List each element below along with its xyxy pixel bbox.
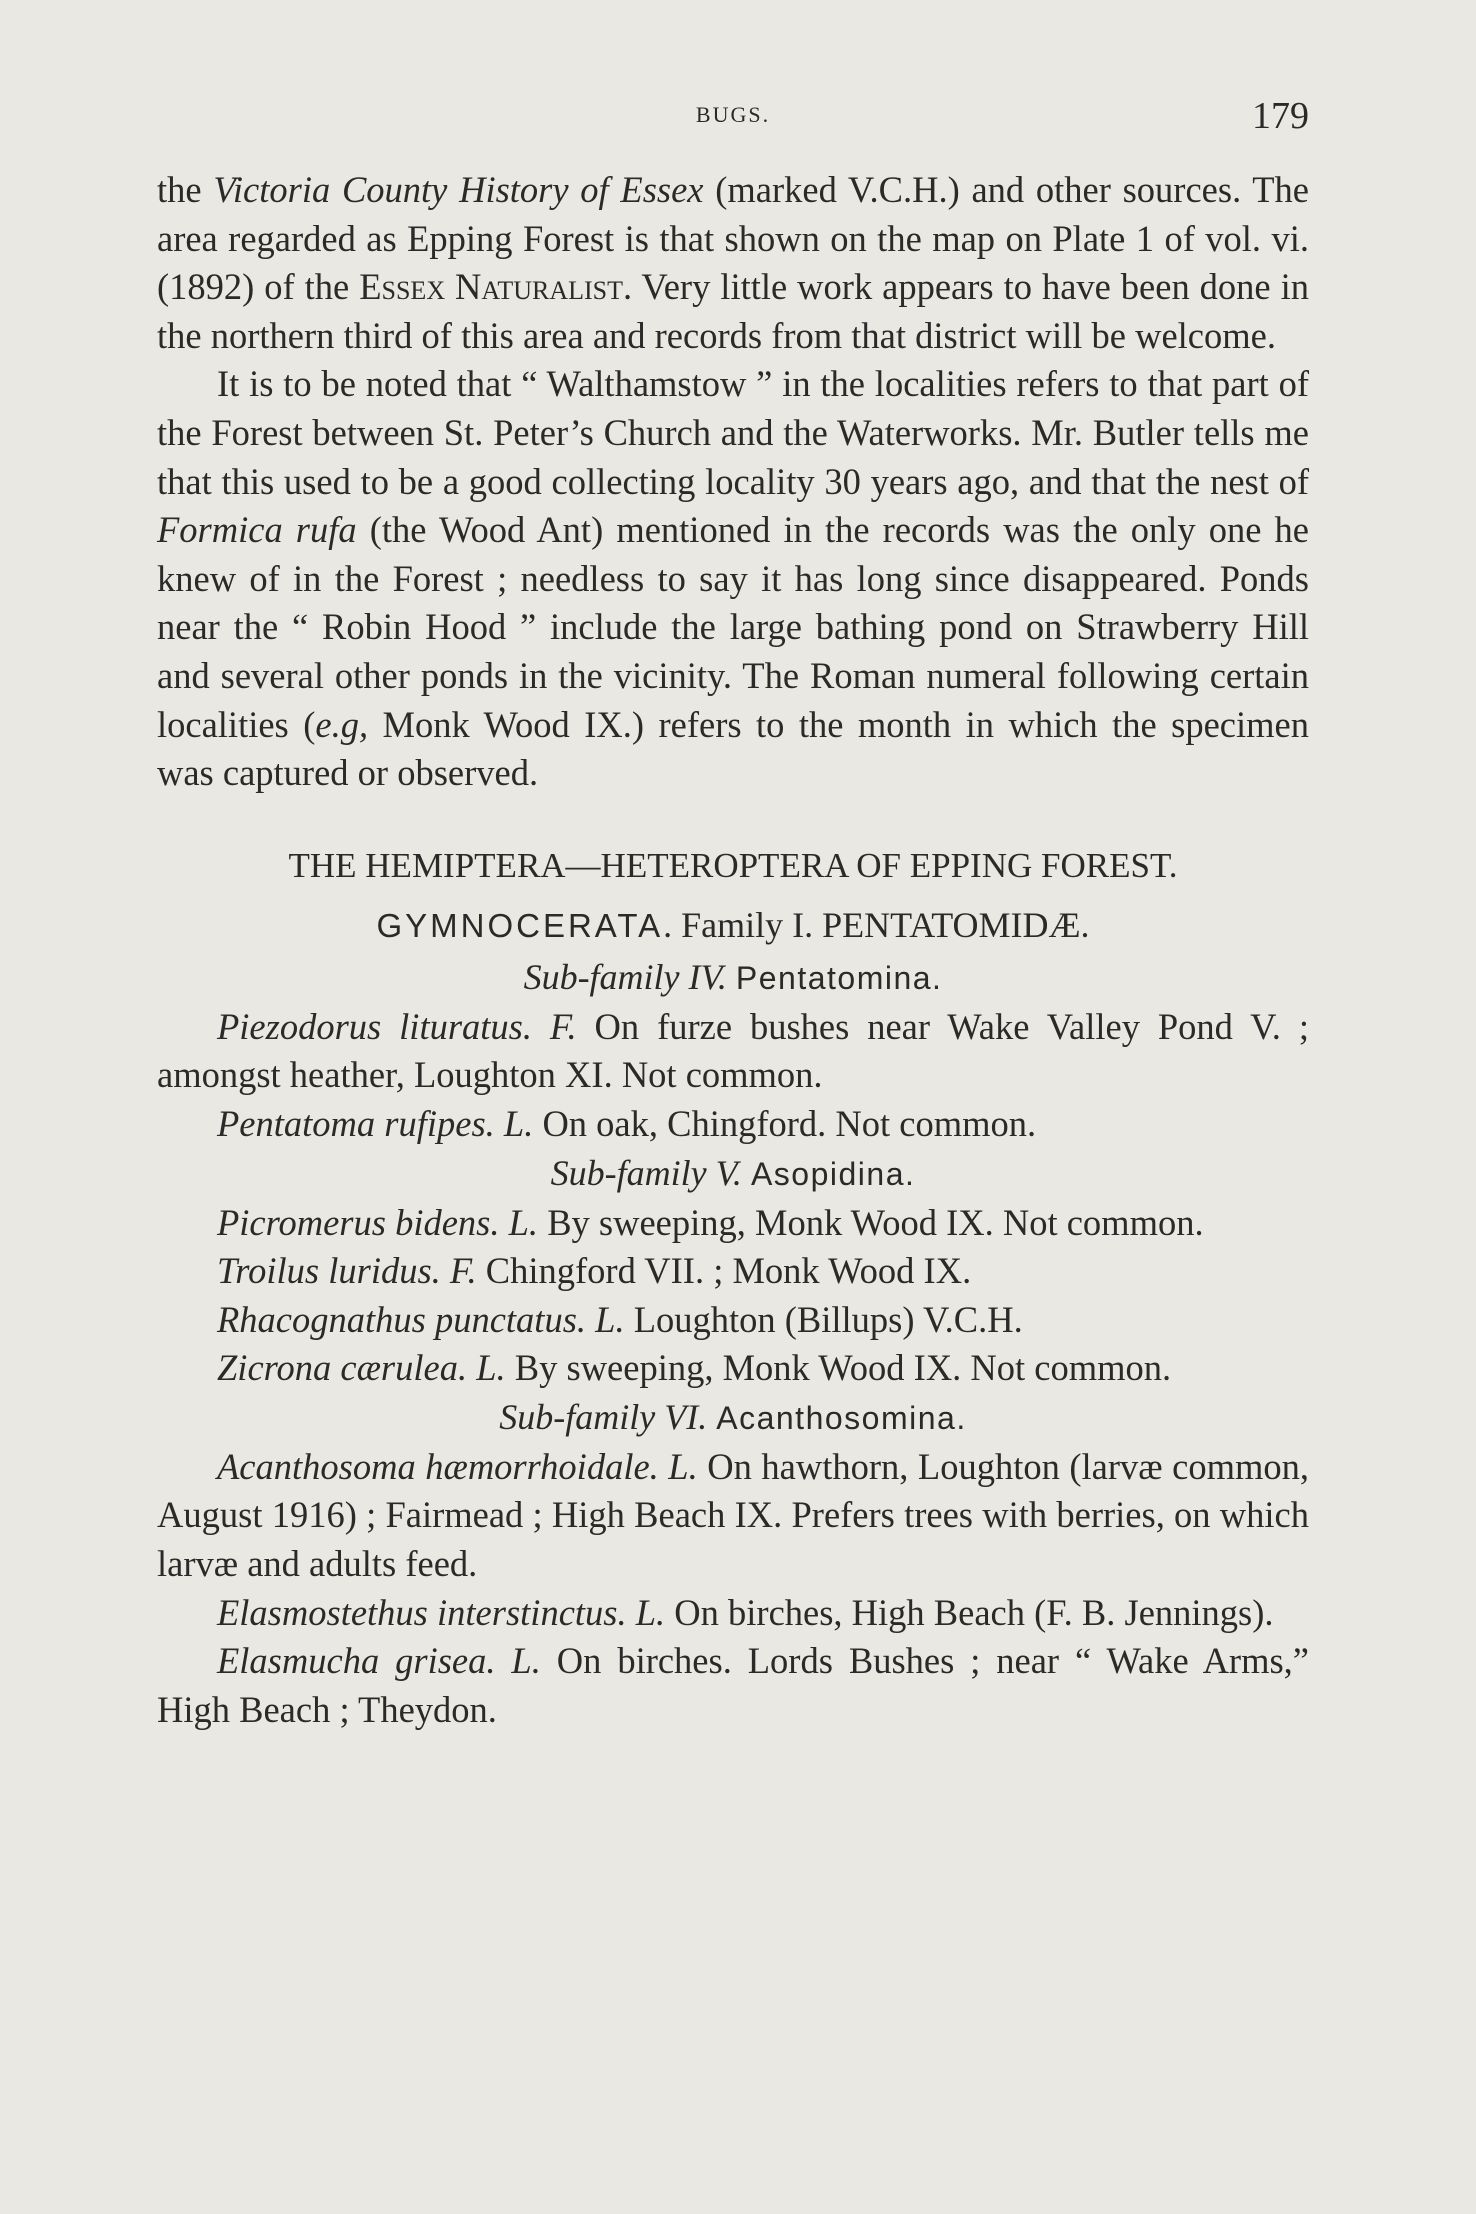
subfamily-name: Acanthosomina. [716,1399,967,1436]
subfamily-label: Sub-family VI. [499,1396,708,1437]
text-run: Monk Wood IX.) refers to the month in which the specimen was captured or observed. [157,703,1309,794]
text-run: (the Wood Ant) mentioned in the records was the only one he knew of in the Forest ; needless to say it has long since disappeared. Ponds near the “ Robin Hood ” include the large bathing pond on Strawberry Hill and several other ponds in the vicinity. The Roman numeral following certain localities ( [157,509,1310,745]
species-name: Elasmostethus interstinctus. L. [217,1591,666,1633]
species-note: On hawthorn, Loughton (larvæ common, August 1916) ; Fairmead ; High Beach IX. Prefers trees with berries, on which larvæ and adults feed. [157,1445,1310,1585]
species-note: Loughton (Billups) V.C.H. [624,1298,1023,1340]
species-name: Formica rufa [157,509,357,551]
section-heading: THE HEMIPTERA—HETEROPTERA OF EPPING FOREST. [288,845,1178,885]
species-entry [157,1344,1309,1393]
species-entry [157,1100,1309,1149]
species-entry [157,1296,1309,1345]
text-run: . Very little work appears to have been done in the northern third of this area and records from that district will be welcome. [157,266,1309,356]
species-entry [157,1637,1309,1734]
book-title: Victoria County History of Essex [213,169,704,210]
species-name: Troilus luridus. F. [217,1250,477,1292]
species-name: Zicrona cærulea. L. [217,1347,506,1389]
subfamily-label: Sub-family V. [550,1152,742,1193]
intro-paragraph-1 [157,166,1309,360]
species-name: Elasmucha grisea. L. [217,1640,541,1682]
species-note: On birches, High Beach (F. B. Jennings). [665,1591,1274,1633]
intro-paragraph-2 [157,360,1309,797]
journal-name: Essex Naturalist [359,266,623,308]
species-name: Rhacognathus punctatus. L. [217,1298,625,1340]
subfamily-name: Pentatomina. [735,959,943,996]
family-name: . Family I. PENTATOMIDÆ. [663,904,1090,945]
abbreviation: e.g, [315,703,369,745]
text-run: (marked V.C.H.) and other sources. The area regarded as Epping Forest is that shown on the map on Plate 1 of vol. vi. (1892) of the [157,169,1309,308]
running-head [157,96,1309,136]
species-entry [157,1443,1309,1589]
species-note: On furze bushes near Wake Valley Pond V. ; amongst heather, Loughton XI. Not common. [157,1005,1309,1096]
species-note: By sweeping, Monk Wood IX. Not common. [538,1201,1204,1243]
species-entry [157,1003,1309,1100]
species-entry [157,1247,1309,1296]
subfamily-heading [157,1149,1309,1199]
text-run: the [157,169,214,210]
species-note: By sweeping, Monk Wood IX. Not common. [505,1347,1172,1389]
species-name: Pentatoma rufipes. L. [217,1102,534,1144]
body-text [157,166,1309,1734]
species-note: On birches. Lords Bushes ; near “ Wake Arms,” High Beach ; Theydon. [157,1640,1309,1730]
subfamily-heading [157,953,1309,1003]
subfamily-heading [157,1393,1309,1443]
page-number: 179 [1252,95,1309,137]
family-heading [157,900,1309,951]
subfamily-label: Sub-family IV. [523,956,727,997]
text-run: It is to be noted that “ Walthamstow ” in the localities refers to that part of the Forest between St. Peter’s Church and the Waterworks. Mr. Butler tells me that this used to be a good collecting locality 30 years ago, and that the nest of [157,363,1309,502]
species-entry [157,1589,1309,1638]
species-note: On oak, Chingford. Not common. [533,1102,1037,1144]
species-name: Picromerus bidens. L. [217,1201,539,1243]
subfamily-name: Asopidina. [750,1155,916,1192]
species-name: Piezodorus lituratus. F. [217,1005,577,1047]
species-entry [157,1199,1309,1248]
species-name: Acanthosoma hæmorrhoidale. L. [217,1445,698,1487]
running-title: BUGS. [695,102,771,127]
suborder-name: GYMNOCERATA [376,906,664,944]
species-note: Chingford VII. ; Monk Wood IX. [476,1250,972,1292]
